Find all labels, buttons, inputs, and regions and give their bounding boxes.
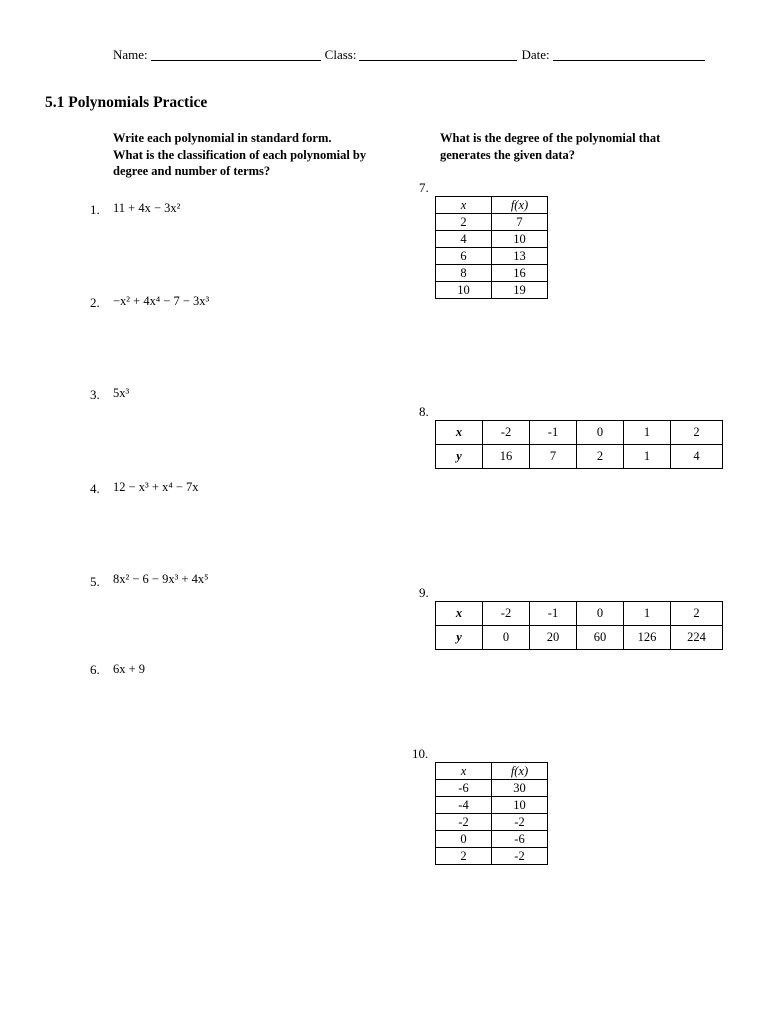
cell-x: 2	[436, 214, 492, 231]
cell-fx: 16	[492, 265, 548, 282]
table-row	[436, 780, 548, 797]
cell-fx: -2	[492, 848, 548, 865]
question-number: 3.	[90, 387, 100, 402]
cell-fx: -2	[492, 814, 548, 831]
class-blank[interactable]	[359, 48, 517, 61]
table-row	[436, 797, 548, 814]
table-row-y	[436, 445, 723, 469]
header-fx: f(x)	[492, 763, 548, 780]
cell-x: 0	[577, 421, 624, 445]
cell-x: 1	[624, 421, 671, 445]
cell-x: -4	[436, 797, 492, 814]
polynomial-expression: 5x³	[113, 386, 130, 400]
q7-table	[435, 196, 548, 299]
cell-x: 6	[436, 248, 492, 265]
row-label-x: x	[436, 421, 483, 445]
row-label-y: y	[436, 626, 483, 650]
instruction-line: What is the degree of the polynomial that	[440, 131, 661, 145]
cell-y: 60	[577, 626, 624, 650]
cell-x: 2	[671, 602, 723, 626]
header-x: x	[436, 197, 492, 214]
question-number: 10.	[412, 746, 429, 761]
name-label: Name:	[113, 47, 148, 62]
cell-y: 224	[671, 626, 723, 650]
cell-y: 16	[483, 445, 530, 469]
cell-y: 20	[530, 626, 577, 650]
table-row	[436, 214, 548, 231]
name-blank[interactable]	[151, 48, 321, 61]
polynomial-expression: 11 + 4x − 3x²	[113, 201, 181, 215]
table-row-x	[436, 421, 723, 445]
cell-x: 8	[436, 265, 492, 282]
polynomial-expression: −x² + 4x⁴ − 7 − 3x³	[113, 294, 210, 308]
instruction-line: generates the given data?	[440, 147, 576, 162]
question-number: 8.	[419, 404, 429, 419]
table-row	[436, 231, 548, 248]
cell-x: 1	[624, 602, 671, 626]
cell-fx: 19	[492, 282, 548, 299]
header-fields	[113, 47, 718, 63]
cell-x: -1	[530, 421, 577, 445]
cell-y: 126	[624, 626, 671, 650]
table-row	[436, 831, 548, 848]
cell-fx: 10	[492, 231, 548, 248]
question-number: 5.	[90, 574, 100, 589]
table-row	[436, 848, 548, 865]
question-number: 4.	[90, 481, 100, 496]
cell-y: 7	[530, 445, 577, 469]
table-row	[436, 265, 548, 282]
cell-x: -2	[483, 421, 530, 445]
row-label-y: y	[436, 445, 483, 469]
cell-x: 10	[436, 282, 492, 299]
cell-x: -1	[530, 602, 577, 626]
class-label: Class:	[324, 47, 357, 62]
table-row-x	[436, 602, 723, 626]
question-number: 9.	[419, 585, 429, 600]
cell-x: 4	[436, 231, 492, 248]
polynomial-expression: 12 − x³ + x⁴ − 7x	[113, 480, 199, 494]
question-number: 6.	[90, 662, 100, 677]
cell-x: -6	[436, 780, 492, 797]
cell-fx: -6	[492, 831, 548, 848]
right-instructions	[440, 130, 660, 163]
header-fx: f(x)	[492, 197, 548, 214]
row-label-x: x	[436, 602, 483, 626]
table-header-row	[436, 197, 548, 214]
table-row	[436, 282, 548, 299]
question-number: 2.	[90, 295, 100, 310]
table-row-y	[436, 626, 723, 650]
cell-x: 2	[436, 848, 492, 865]
polynomial-expression: 8x² − 6 − 9x³ + 4x⁵	[113, 572, 209, 586]
table-row	[436, 248, 548, 265]
cell-y: 4	[671, 445, 723, 469]
q10-table	[435, 762, 548, 865]
date-label: Date:	[521, 47, 550, 62]
q9-table	[435, 601, 723, 650]
cell-fx: 30	[492, 780, 548, 797]
cell-x: 0	[436, 831, 492, 848]
polynomial-expression: 6x + 9	[113, 662, 146, 676]
instruction-line: Write each polynomial in standard form.	[113, 131, 332, 145]
cell-fx: 13	[492, 248, 548, 265]
cell-y: 0	[483, 626, 530, 650]
cell-fx: 10	[492, 797, 548, 814]
instruction-line: What is the classification of each polynomial by	[113, 147, 367, 162]
cell-y: 2	[577, 445, 624, 469]
cell-x: -2	[483, 602, 530, 626]
header-x: x	[436, 763, 492, 780]
cell-y: 1	[624, 445, 671, 469]
instruction-line: degree and number of terms?	[113, 164, 271, 178]
question-number: 1.	[90, 202, 100, 217]
table-row	[436, 814, 548, 831]
cell-x: -2	[436, 814, 492, 831]
q8-table	[435, 420, 723, 469]
date-blank[interactable]	[553, 48, 705, 61]
cell-fx: 7	[492, 214, 548, 231]
page-title: 5.1 Polynomials Practice	[45, 94, 208, 111]
left-instructions	[113, 130, 366, 180]
cell-x: 0	[577, 602, 624, 626]
table-header-row	[436, 763, 548, 780]
cell-x: 2	[671, 421, 723, 445]
question-number: 7.	[419, 180, 429, 195]
